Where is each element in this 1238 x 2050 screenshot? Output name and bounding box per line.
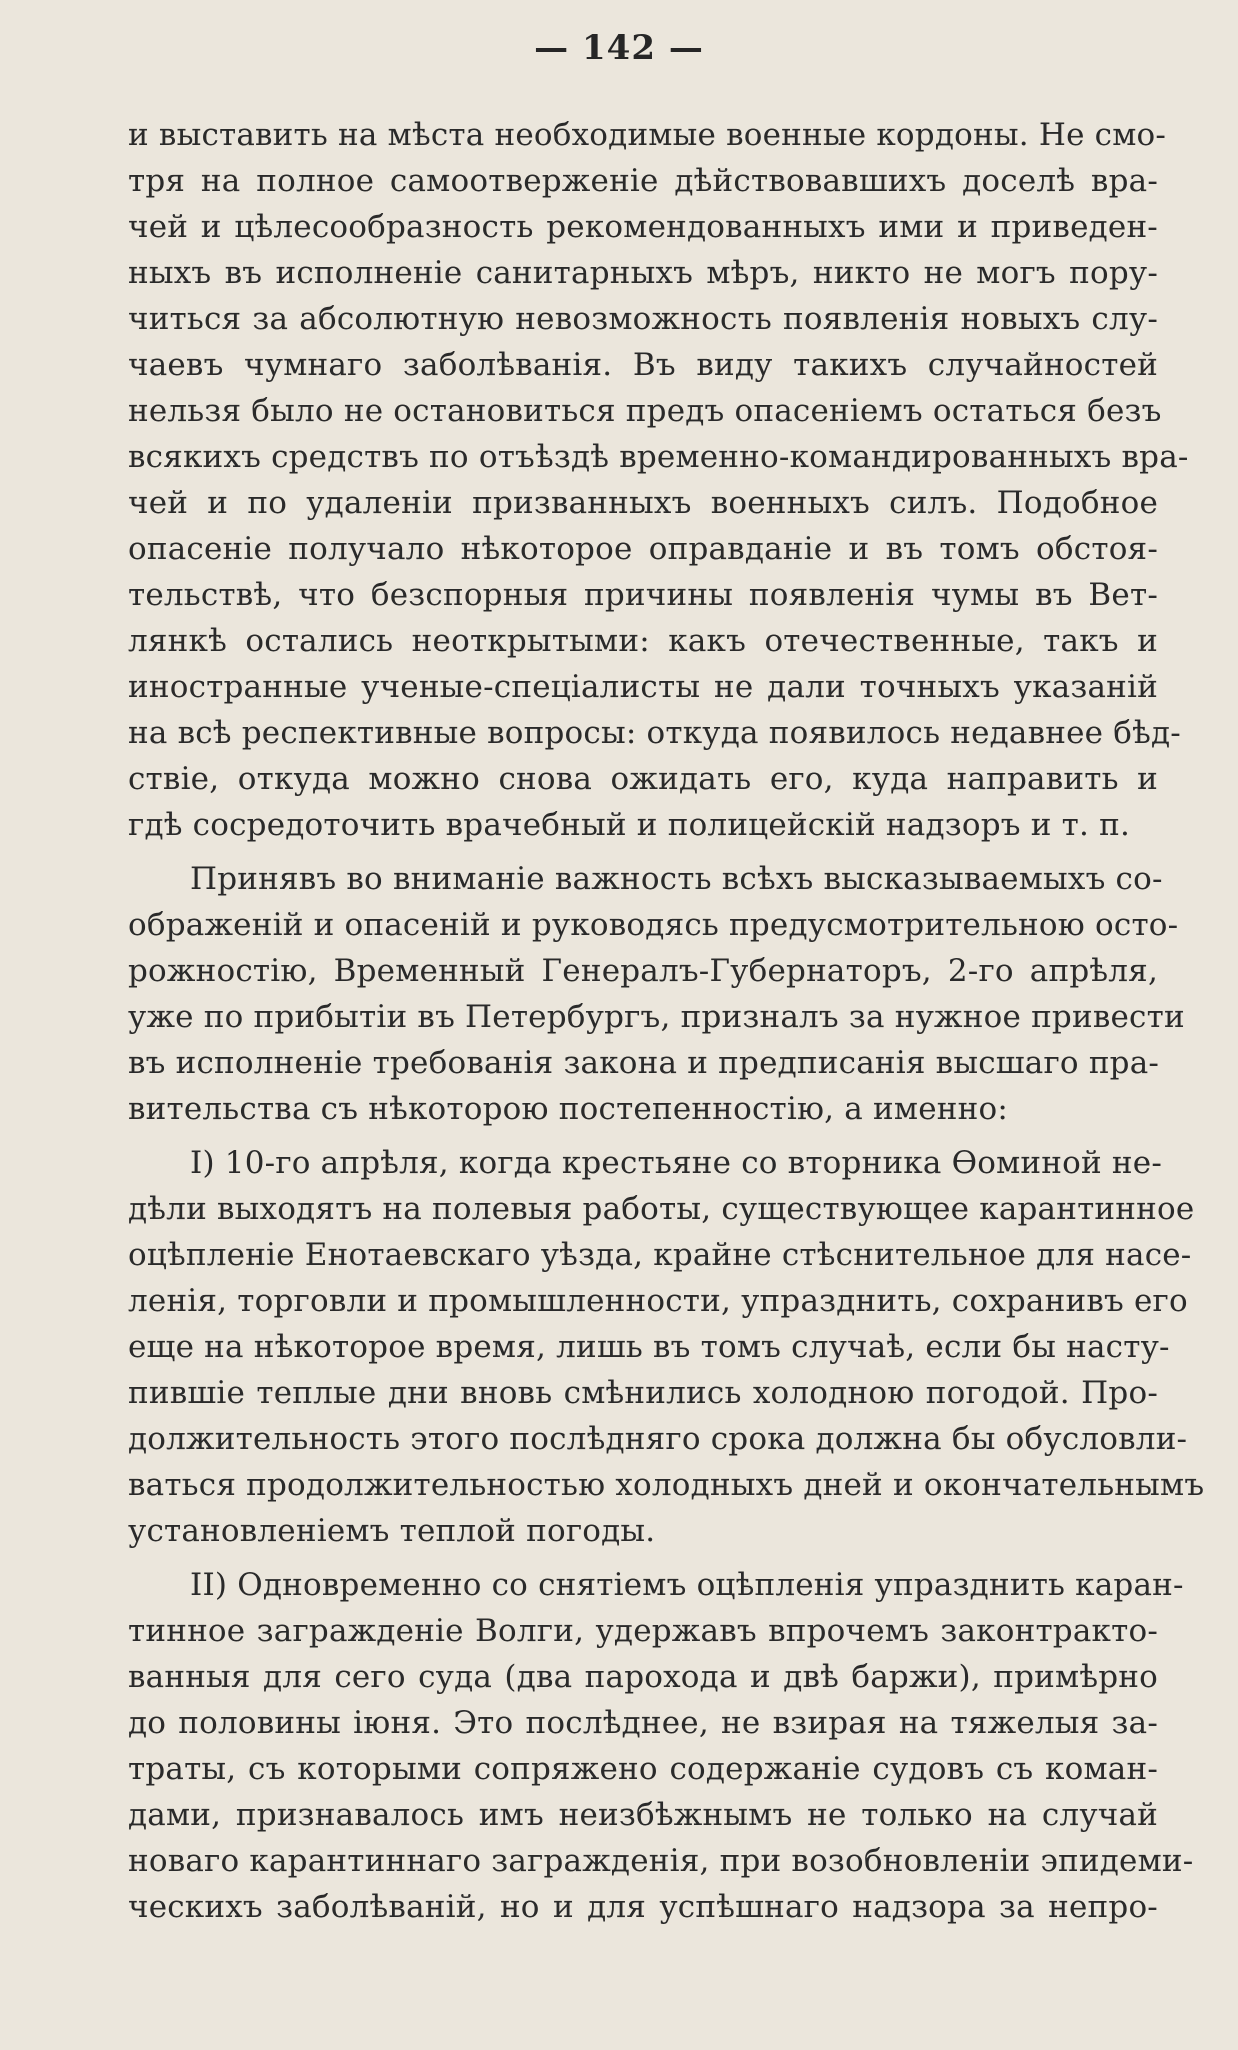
text-line: чей и цѣлесообразность рекомендованныхъ ими и приведен-: [128, 209, 1158, 245]
text-line: тельствѣ, что безспорныя причины появленія чумы въ Вет-: [128, 577, 1158, 613]
text-line: ваться продолжительностью холодныхъ дней и окончательнымъ: [128, 1467, 1205, 1503]
text-line: лянкѣ остались неоткрытыми: какъ отечественные, такъ и: [128, 623, 1158, 659]
text-line: ствіе, откуда можно снова ожидать его, куда направить и: [128, 761, 1158, 797]
paragraph: [128, 1140, 1205, 1554]
text-line: дами, признавалось имъ неизбѣжнымъ не только на случай: [128, 1797, 1158, 1833]
text-line: должительность этого послѣдняго срока должна бы обусловли-: [128, 1421, 1188, 1457]
text-line: всякихъ средствъ по отъѣздѣ временно-командированныхъ вра-: [128, 439, 1189, 475]
text-line: II) Одновременно со снятіемъ оцѣпленія упразднить каран-: [190, 1567, 1184, 1603]
text-line: новаго карантиннаго загражденія, при возобновленіи эпидеми-: [128, 1843, 1194, 1879]
text-line: тря на полное самоотверженіе дѣйствовавшихъ доселѣ вра-: [128, 163, 1158, 199]
text-line: и выставить на мѣста необходимые военные кордоны. Не смо-: [128, 117, 1167, 153]
text-line: Принявъ во вниманіе важность всѣхъ высказываемыхъ со-: [190, 861, 1163, 897]
paragraph: [128, 856, 1185, 1132]
text-line: на всѣ респективные вопросы: откуда появилось недавнее бѣд-: [128, 715, 1181, 751]
text-line: гдѣ сосредоточить врачебный и полицейскій надзоръ и т. п.: [128, 807, 1131, 843]
text-line: вительства съ нѣкоторою постепенностію, а именно:: [128, 1091, 1008, 1127]
text-line: установленіемъ теплой погоды.: [128, 1513, 656, 1549]
text-line: читься за абсолютную невозможность появленія новыхъ слу-: [128, 301, 1158, 337]
paragraph-gap: [128, 1132, 1158, 1140]
text-line: ванныя для сего суда (два парохода и двѣ баржи), примѣрно: [128, 1659, 1158, 1695]
text-line: дѣли выходятъ на полевыя работы, существующее карантинное: [128, 1191, 1195, 1227]
text-line: чаевъ чумнаго заболѣванія. Въ виду такихъ случайностей: [128, 347, 1158, 383]
text-line: въ исполненіе требованія закона и предписанія высшаго пра-: [128, 1045, 1160, 1081]
text-line: нельзя было не остановиться предъ опасеніемъ остаться безъ: [128, 393, 1162, 429]
text-line: I) 10-го апрѣля, когда крестьяне со вторника Ѳоминой не-: [190, 1145, 1162, 1181]
paragraph-gap: [128, 848, 1158, 856]
text-line: пившіе теплые дни вновь смѣнились холодною погодой. Про-: [128, 1375, 1158, 1411]
text-line: ныхъ въ исполненіе санитарныхъ мѣръ, никто не могъ пору-: [128, 255, 1158, 291]
text-line: оцѣпленіе Енотаевскаго уѣзда, крайне стѣснительное для насе-: [128, 1237, 1192, 1273]
text-line: траты, съ которыми сопряжено содержаніе судовъ съ коман-: [128, 1751, 1158, 1787]
text-line: рожностію, Временный Генералъ-Губернаторъ, 2-го апрѣля,: [128, 953, 1158, 989]
paragraph-gap: [128, 1554, 1158, 1562]
body-text: [128, 112, 1205, 1930]
text-line: ческихъ заболѣваній, но и для успѣшнаго надзора за непро-: [128, 1889, 1158, 1925]
paragraph: [128, 112, 1189, 848]
text-line: иностранные ученые-спеціалисты не дали точныхъ указаній: [128, 669, 1158, 705]
paragraph: [128, 1562, 1194, 1930]
text-line: еще на нѣкоторое время, лишь въ томъ случаѣ, если бы насту-: [128, 1329, 1170, 1365]
text-line: чей и по удаленіи призванныхъ военныхъ силъ. Подобное: [128, 485, 1158, 521]
page-number: — 142 —: [534, 28, 704, 68]
text-line: ображеній и опасеній и руководясь предусмотрительною осто-: [128, 907, 1179, 943]
text-line: до половины іюня. Это послѣднее, не взирая на тяжелыя за-: [128, 1705, 1158, 1741]
text-line: опасеніе получало нѣкоторое оправданіе и въ томъ обстоя-: [128, 531, 1158, 567]
text-line: тинное загражденіе Волги, удержавъ впрочемъ законтракто-: [128, 1613, 1158, 1649]
text-line: ленія, торговли и промышленности, упразднить, сохранивъ его: [128, 1283, 1188, 1319]
text-line: уже по прибытіи въ Петербургъ, призналъ за нужное привести: [128, 999, 1185, 1035]
